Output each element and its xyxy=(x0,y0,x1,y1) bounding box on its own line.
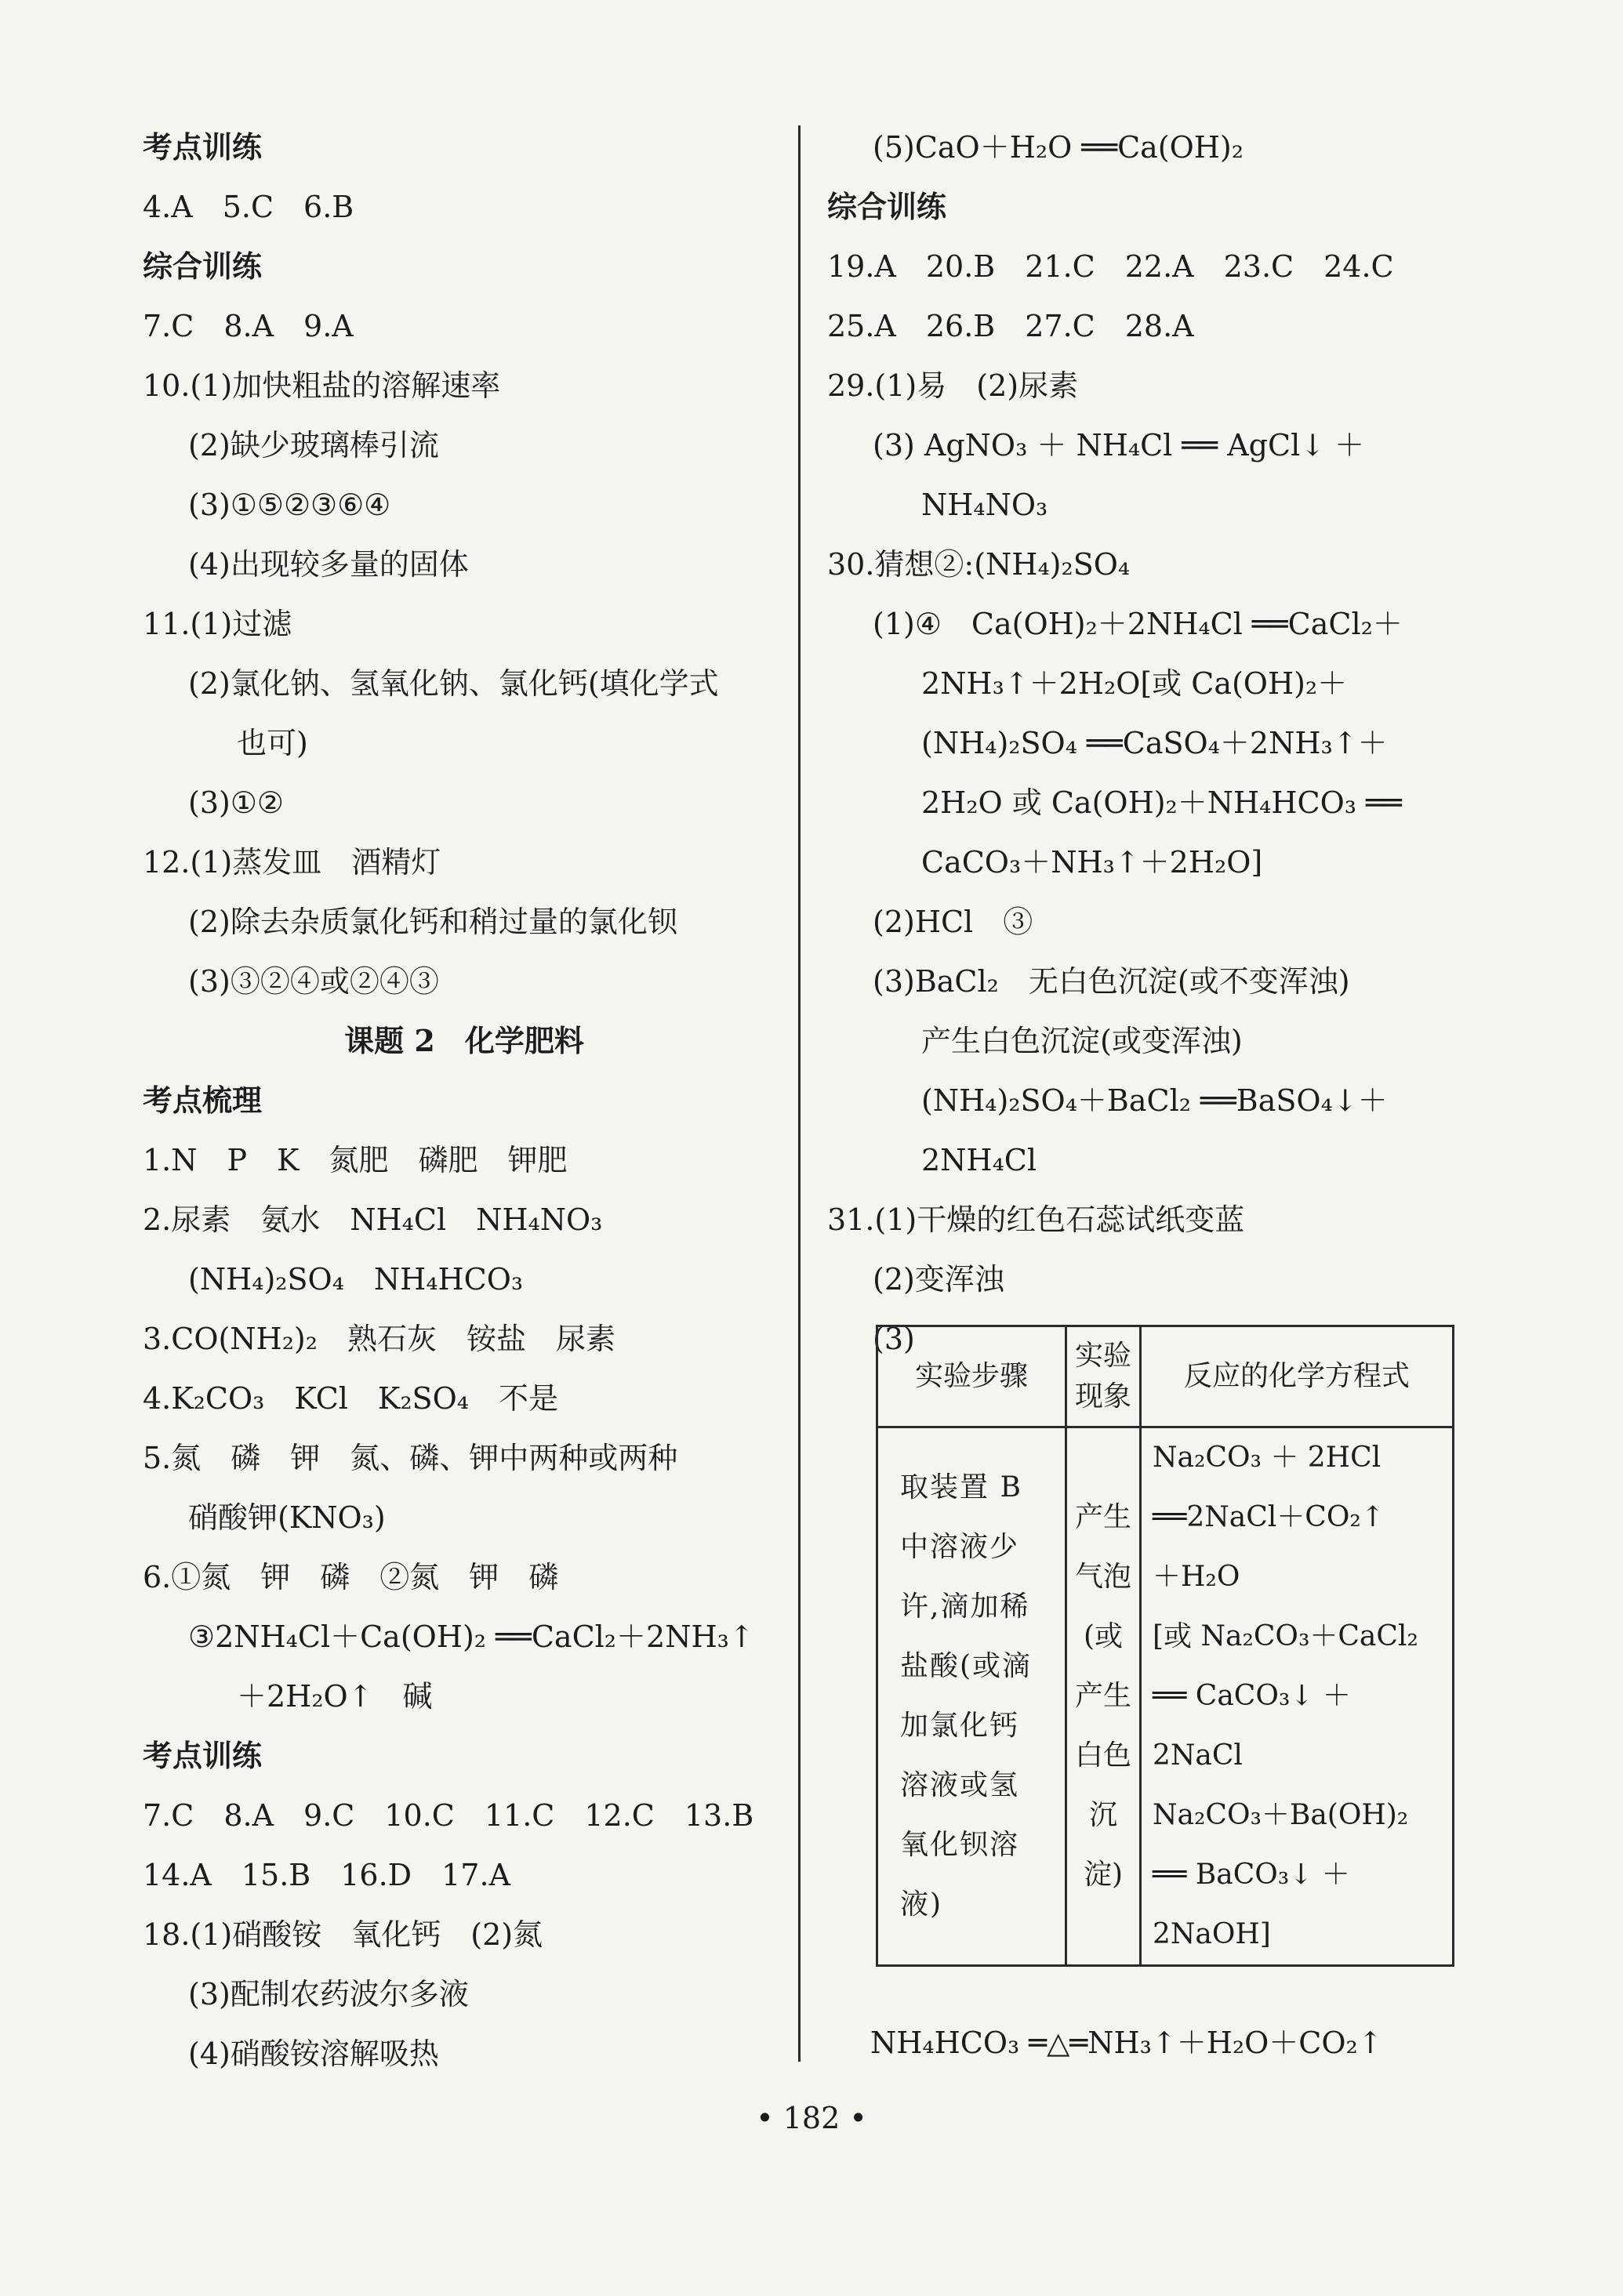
answer-line: (3) xyxy=(873,1322,915,1356)
answer-line: 18.(1)硝酸铵 氧化钙 (2)氮 xyxy=(143,1917,543,1952)
equation-line: 2NaCl xyxy=(1153,1739,1243,1772)
phenomenon-line: (或 xyxy=(1083,1620,1124,1652)
equation-line: Na₂CO₃ ＋ 2HCl xyxy=(1153,1442,1382,1474)
page-number: • 182 • xyxy=(756,2101,867,2135)
step-line: 加氯化钙 xyxy=(900,1710,1020,1742)
answer-line: (2)除去杂质氯化钙和稍过量的氯化钡 xyxy=(188,905,677,939)
equation-line: ＋H₂O xyxy=(1153,1561,1240,1593)
step-line: 氧化钡溶 xyxy=(900,1829,1020,1861)
answer-line: (3)BaCl₂ 无白色沉淀(或不变浑浊) xyxy=(873,964,1350,999)
section-heading: 综合训练 xyxy=(827,189,947,224)
footer-equation: NH₄HCO₃ ═△═NH₃↑＋H₂O＋CO₂↑ xyxy=(870,2026,1383,2060)
answer-line: (NH₄)₂SO₄ ══CaSO₄＋2NH₃↑＋ xyxy=(921,726,1388,760)
phenomenon-line: 白色 xyxy=(1074,1739,1131,1772)
step-line: 取装置 B xyxy=(900,1471,1022,1503)
answer-line: 12.(1)蒸发皿 酒精灯 xyxy=(143,845,441,880)
phenomenon-line: 产生 xyxy=(1074,1680,1131,1712)
answer-line: (2)变浑浊 xyxy=(873,1262,1004,1297)
answer-line: (NH₄)₂SO₄ NH₄HCO₃ xyxy=(188,1262,524,1297)
experiment-table xyxy=(876,1325,1454,1967)
answer-line: 3.CO(NH₂)₂ 熟石灰 铵盐 尿素 xyxy=(143,1322,615,1356)
equation-line: [或 Na₂CO₃＋CaCl₂ xyxy=(1153,1620,1418,1652)
answer-line: 1.N P K 氮肥 磷肥 钾肥 xyxy=(143,1143,568,1177)
left-column xyxy=(143,118,786,2084)
answer-line: (4)出现较多量的固体 xyxy=(188,547,469,582)
phenomenon-line: 气泡 xyxy=(1074,1561,1131,1593)
phenomenon-line: 淀) xyxy=(1083,1859,1124,1891)
answer-line: 7.C 8.A 9.C 10.C 11.C 12.C 13.B xyxy=(143,1798,754,1833)
section-heading: 考点训练 xyxy=(143,1738,263,1773)
phenomenon-cell xyxy=(1066,1427,1141,1966)
answer-line: 2NH₃↑＋2H₂O[或 Ca(OH)₂＋ xyxy=(921,666,1348,701)
answer-line: (2)氯化钠、氢氧化钠、氯化钙(填化学式 xyxy=(188,666,719,701)
header-step: 实验步骤 xyxy=(877,1326,1066,1427)
answer-line: 4.A 5.C 6.B xyxy=(143,190,354,224)
phenomenon-line: 沉 xyxy=(1088,1799,1117,1831)
answer-line: 30.猜想②:(NH₄)₂SO₄ xyxy=(827,547,1131,582)
answer-line: 6.①氮 钾 磷 ②氮 钾 磷 xyxy=(143,1560,559,1594)
answer-line: 4.K₂CO₃ KCl K₂SO₄ 不是 xyxy=(143,1381,558,1416)
answer-line: 25.A 26.B 27.C 28.A xyxy=(827,309,1194,343)
step-cell xyxy=(877,1427,1066,1966)
answer-line: 10.(1)加快粗盐的溶解速率 xyxy=(143,368,501,403)
answer-line: CaCO₃＋NH₃↑＋2H₂O] xyxy=(921,845,1263,880)
answer-line: 产生白色沉淀(或变浑浊) xyxy=(921,1024,1243,1058)
step-line: 中溶液少 xyxy=(900,1531,1020,1563)
answer-line: (2)缺少玻璃棒引流 xyxy=(188,428,439,462)
answer-line: 也可) xyxy=(237,726,308,760)
phenomenon-line: 产生 xyxy=(1074,1501,1131,1533)
answer-line: 2H₂O 或 Ca(OH)₂＋NH₄HCO₃ ══ xyxy=(921,785,1402,820)
header-equation: 反应的化学方程式 xyxy=(1141,1326,1454,1427)
answer-line: 14.A 15.B 16.D 17.A xyxy=(143,1858,511,1892)
answer-line: 31.(1)干燥的红色石蕊试纸变蓝 xyxy=(827,1202,1245,1237)
equation-line: ══2NaCl＋CO₂↑ xyxy=(1153,1501,1385,1533)
answer-line: 2NH₄Cl xyxy=(921,1143,1037,1177)
equation-line: 2NaOH] xyxy=(1153,1918,1271,1950)
section-heading: 考点训练 xyxy=(143,129,263,165)
answer-line: NH₄NO₃ xyxy=(921,488,1048,522)
answer-line: 11.(1)过滤 xyxy=(143,607,292,641)
answer-line: (1)④ Ca(OH)₂＋2NH₄Cl ══CaCl₂＋ xyxy=(873,607,1403,641)
answer-line: 2.尿素 氨水 NH₄Cl NH₄NO₃ xyxy=(143,1202,603,1237)
table-header-row xyxy=(877,1326,1454,1427)
lesson-title: 课题 2 化学肥料 xyxy=(344,1023,584,1058)
answer-line: (4)硝酸铵溶解吸热 xyxy=(188,2037,439,2071)
answer-line: (3)③②④或②④③ xyxy=(188,964,439,999)
equation-cell xyxy=(1141,1427,1454,1966)
step-line: 液) xyxy=(900,1888,943,1921)
header-phenomenon: 实验 现象 xyxy=(1066,1326,1141,1427)
equation-line: ══ BaCO₃↓ ＋ xyxy=(1153,1859,1350,1891)
answer-line: (3)配制农药波尔多液 xyxy=(188,1977,469,2011)
equation-line: ══ CaCO₃↓ ＋ xyxy=(1153,1680,1351,1712)
step-line: 许,滴加稀 xyxy=(900,1591,1030,1623)
section-heading: 综合训练 xyxy=(143,248,263,284)
column-divider xyxy=(798,125,801,2062)
section-heading: 考点梳理 xyxy=(143,1083,263,1118)
answer-line: 7.C 8.A 9.A xyxy=(143,309,354,343)
answer-line: (5)CaO＋H₂O ══Ca(OH)₂ xyxy=(873,130,1244,165)
right-column xyxy=(827,118,1454,1369)
answer-line: (3) AgNO₃ ＋ NH₄Cl ══ AgCl↓ ＋ xyxy=(873,428,1365,462)
answer-line: (3)①⑤②③⑥④ xyxy=(188,488,391,522)
answer-line: (NH₄)₂SO₄＋BaCl₂ ══BaSO₄↓＋ xyxy=(921,1083,1388,1118)
answer-line: ＋2H₂O↑ 碱 xyxy=(237,1679,433,1714)
answer-line: 19.A 20.B 21.C 22.A 23.C 24.C xyxy=(827,249,1394,284)
answer-line: 硝酸钾(KNO₃) xyxy=(188,1500,386,1535)
answer-line: 29.(1)易 (2)尿素 xyxy=(827,368,1079,403)
answer-line: 5.氮 磷 钾 氮、磷、钾中两种或两种 xyxy=(143,1441,678,1475)
step-line: 溶液或氢 xyxy=(900,1769,1020,1801)
step-line: 盐酸(或滴 xyxy=(900,1650,1033,1682)
table-row xyxy=(877,1427,1454,1966)
equation-line: Na₂CO₃＋Ba(OH)₂ xyxy=(1153,1799,1409,1831)
answer-line: (3)①② xyxy=(188,785,284,820)
answer-line: (2)HCl ③ xyxy=(873,905,1033,939)
answer-line: ③2NH₄Cl＋Ca(OH)₂ ══CaCl₂＋2NH₃↑ xyxy=(188,1620,754,1654)
